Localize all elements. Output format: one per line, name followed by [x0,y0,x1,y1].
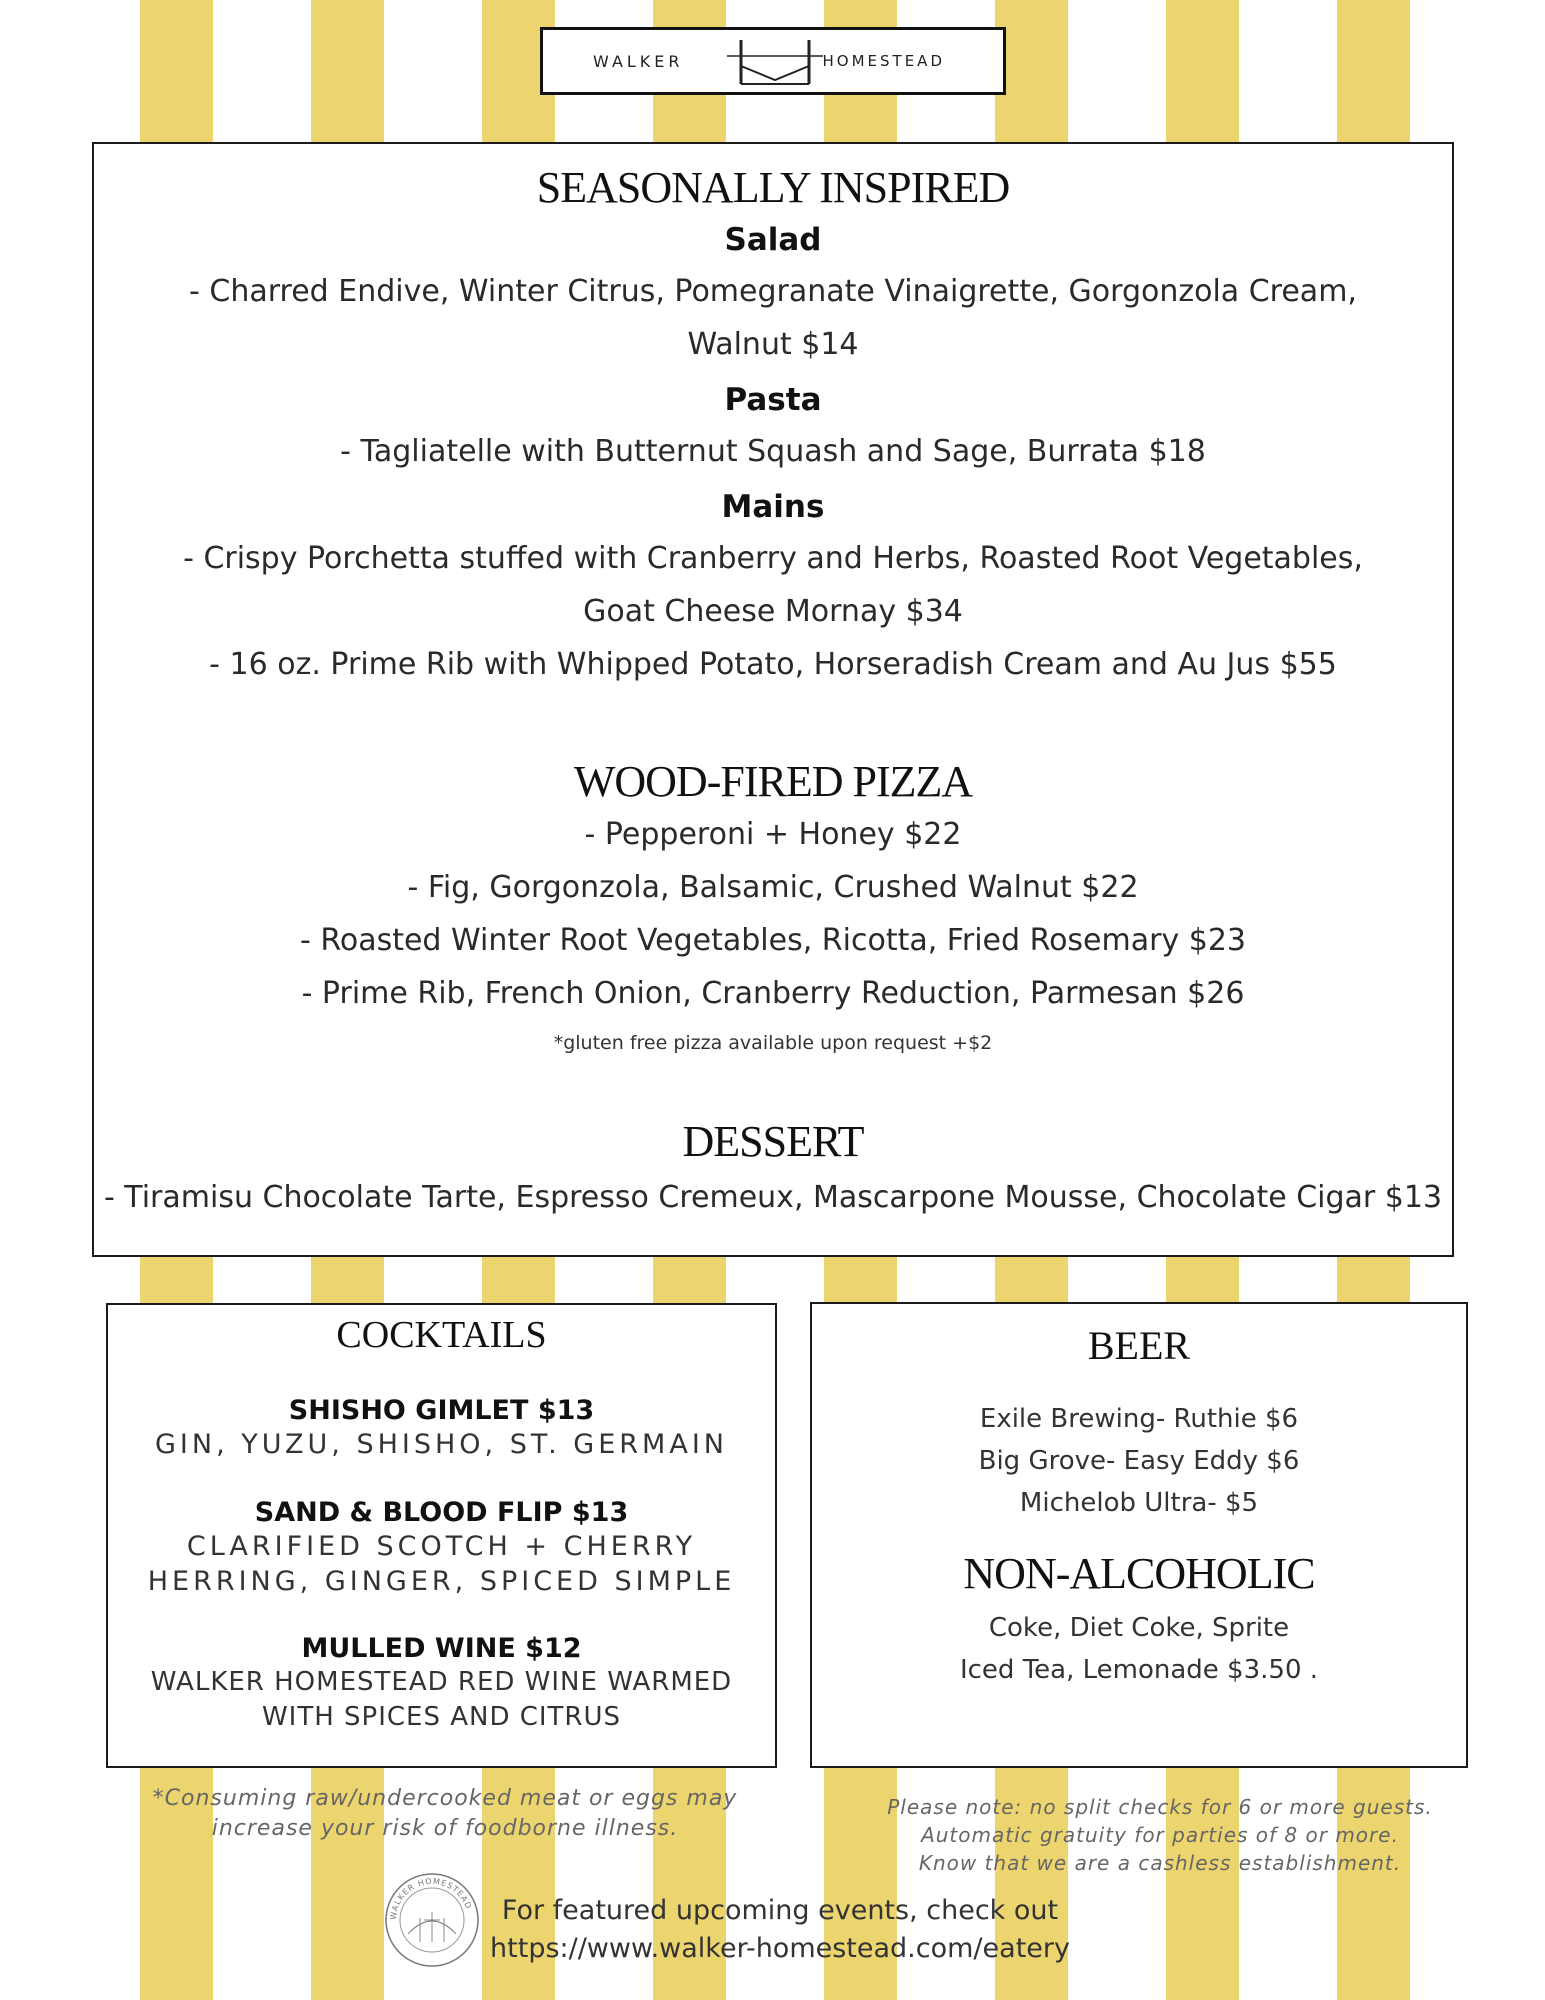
policy-line: Automatic gratuity for parties of 8 or more. [921,1823,1399,1847]
seasonal-section-title: SEASONALLY INSPIRED [536,163,1010,212]
cocktail-description: WITH SPICES AND CITRUS [261,1702,622,1732]
main-menu-panel [92,142,1454,1257]
brand-name-right: HOMESTEAD [822,52,945,70]
beer-title: BEER [1087,1323,1191,1368]
menu-item-continued: Goat Cheese Mornay $34 [583,594,963,629]
cocktail-name: SAND & BLOOD FLIP $13 [254,1497,629,1528]
mains-heading: Mains [721,489,825,525]
cocktail-name: MULLED WINE $12 [301,1633,582,1664]
events-url-link[interactable]: https://www.walker-homestead.com/eatery [490,1933,1070,1964]
cocktail-description: HERRING, GINGER, SPICED SIMPLE [147,1566,736,1597]
menu-item: - 16 oz. Prime Rib with Whipped Potato, Horseradish Cream and Au Jus $55 [209,647,1337,682]
payment-policy-note [880,1793,1440,1877]
policy-line: Know that we are a cashless establishment. [918,1851,1402,1875]
homestead-monogram-icon [727,36,823,88]
non-alcoholic-title: NON-ALCOHOLIC [963,1549,1315,1598]
brand-logo [540,27,1006,95]
pasta-heading: Pasta [724,382,822,418]
cocktail-name: SHISHO GIMLET $13 [288,1395,595,1426]
dessert-section-title: DESSERT [682,1117,864,1166]
beer-panel [810,1302,1468,1768]
cocktail-description: GIN, YUZU, SHISHO, ST. GERMAIN [155,1429,728,1460]
beer-item: Exile Brewing- Ruthie $6 [979,1404,1299,1434]
cocktails-title: COCKTAILS [336,1314,547,1356]
menu-item: - Tagliatelle with Butternut Squash and Sage, Burrata $18 [340,434,1206,469]
cocktail-description: WALKER HOMESTEAD RED WINE WARMED [150,1667,733,1697]
menu-item: - Crispy Porchetta stuffed with Cranberry and Herbs, Roasted Root Vegetables, [183,541,1363,576]
disclaimer-line: *Consuming raw/undercooked meat or eggs may [152,1786,738,1811]
cocktails-panel [106,1303,777,1768]
non-alcoholic-item: Iced Tea, Lemonade $3.50 . [959,1655,1319,1685]
pizza-section-title: WOOD-FIRED PIZZA [573,757,973,806]
disclaimer-line: increase your risk of foodborne illness. [211,1816,679,1841]
brand-name-left: WALKER [593,52,684,71]
cocktail-description: CLARIFIED SCOTCH + CHERRY [186,1531,697,1562]
beer-item: Michelob Ultra- $5 [1019,1488,1259,1518]
upcoming-events-note [480,1892,1080,1968]
pizza-item: - Prime Rib, French Onion, Cranberry Reduction, Parmesan $26 [301,976,1245,1011]
non-alcoholic-item: Coke, Diet Coke, Sprite [988,1613,1290,1643]
menu-item: - Charred Endive, Winter Citrus, Pomegranate Vinaigrette, Gorgonzola Cream, [189,274,1357,309]
policy-line: Please note: no split checks for 6 or more guests. [887,1795,1433,1819]
dessert-item: - Tiramisu Chocolate Tarte, Espresso Cremeux, Mascarpone Mousse, Chocolate Cigar $13 [103,1180,1443,1215]
menu-item-continued: Walnut $14 [687,327,859,362]
pizza-item: - Roasted Winter Root Vegetables, Ricotta, Fried Rosemary $23 [299,923,1247,958]
seal-text: WALKER HOMESTEAD [388,1876,474,1921]
gluten-free-note: *gluten free pizza available upon request +$2 [553,1032,993,1054]
pizza-item: - Pepperoni + Honey $22 [584,817,962,852]
homestead-seal-icon [382,1870,482,1970]
pizza-item: - Fig, Gorgonzola, Balsamic, Crushed Walnut $22 [407,870,1139,905]
salad-heading: Salad [724,222,822,258]
food-safety-disclaimer [130,1784,760,1844]
beer-item: Big Grove- Easy Eddy $6 [978,1446,1300,1476]
events-line: For featured upcoming events, check out [501,1895,1059,1926]
